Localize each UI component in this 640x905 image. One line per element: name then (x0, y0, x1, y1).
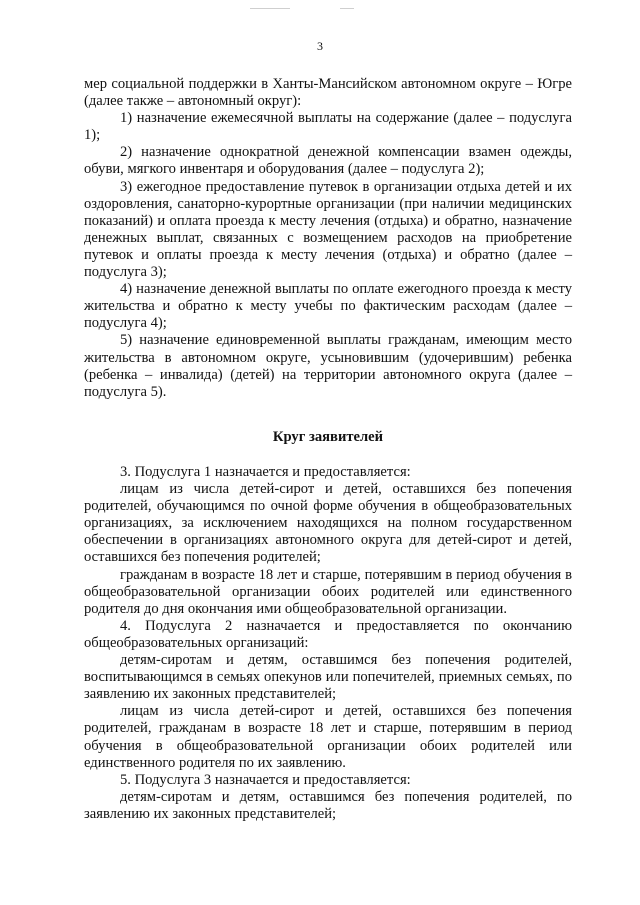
scan-artifact (340, 8, 354, 9)
paragraph: 4. Подуслуга 2 назначается и предоставляется по окончанию общеобразовательных организаций: (84, 617, 572, 651)
paragraph: лицам из числа детей-сирот и детей, оставшихся без попечения родителей, гражданам в возрасте 18 лет и старше, потерявшим в период обучения в общеобразовательной организации обоих родителей или единственного родителя по их заявлению. (84, 703, 572, 771)
section-heading: Круг заявителей (272, 429, 384, 445)
paragraph: лицам из числа детей-сирот и детей, оставшихся без попечения родителей, обучающимся по очной форме обучения в общеобразовательных организациях, за исключением находящихся на полном государственном обеспечении в организациях автономного округа для детей-сирот и детей, оставшихся без попечения родителей; (84, 481, 572, 566)
section-support-measures (84, 76, 572, 401)
paragraph: детям-сиротам и детям, оставшимся без попечения родителей, по заявлению их законных представителей; (84, 788, 572, 822)
scan-artifact (250, 8, 290, 9)
paragraph: гражданам в возрасте 18 лет и старше, потерявшим в период обучения в общеобразовательной организации обоих родителей или единственного родителя до дня окончания ими общеобразовательной организации. (84, 566, 572, 617)
section-applicants (84, 464, 572, 823)
paragraph: мер социальной поддержки в Ханты-Мансийском автономном округе – Югре (далее также – автономный округ): (84, 76, 572, 110)
paragraph: 5. Подуслуга 3 назначается и предоставляется: (120, 771, 411, 788)
paragraph: 5) назначение единовременной выплаты гражданам, имеющим место жительства в автономном округе, усыновившим (удочерившим) ребенка (ребенка – инвалида) (детей) на территории автономного округа (далее – подуслуга 5). (84, 332, 572, 400)
paragraph: 3. Подуслуга 1 назначается и предоставляется: (120, 464, 411, 480)
paragraph: 3) ежегодное предоставление путевок в организации отдыха детей и их оздоровления, санаторно-курортные организации (при наличии медицинских показаний) и оплата проезда к месту лечения (отдыха) и обратно, назначение денежных выплат, связанных с возмещением расходов на приобретение путевок и оплаты проезда к месту лечения (отдыха) и обратно (далее – подуслуга 3); (84, 178, 572, 281)
paragraph: детям-сиротам и детям, оставшимся без попечения родителей, воспитывающимся в семьях опекунов или попечителей, приемных семьях, по заявлению их законных представителей; (84, 652, 572, 703)
paragraph: 4) назначение денежной выплаты по оплате ежегодного проезда к месту жительства и обратно к месту учебы по фактическим расходам (далее – подуслуга 4); (84, 281, 572, 332)
page-number: 3 (317, 39, 323, 53)
paragraph: 2) назначение однократной денежной компенсации взамен одежды, обуви, мягкого инвентаря и оборудования (далее – подуслуга 2); (84, 144, 572, 178)
paragraph: 1) назначение ежемесячной выплаты на содержание (далее – подуслуга 1); (84, 110, 572, 144)
